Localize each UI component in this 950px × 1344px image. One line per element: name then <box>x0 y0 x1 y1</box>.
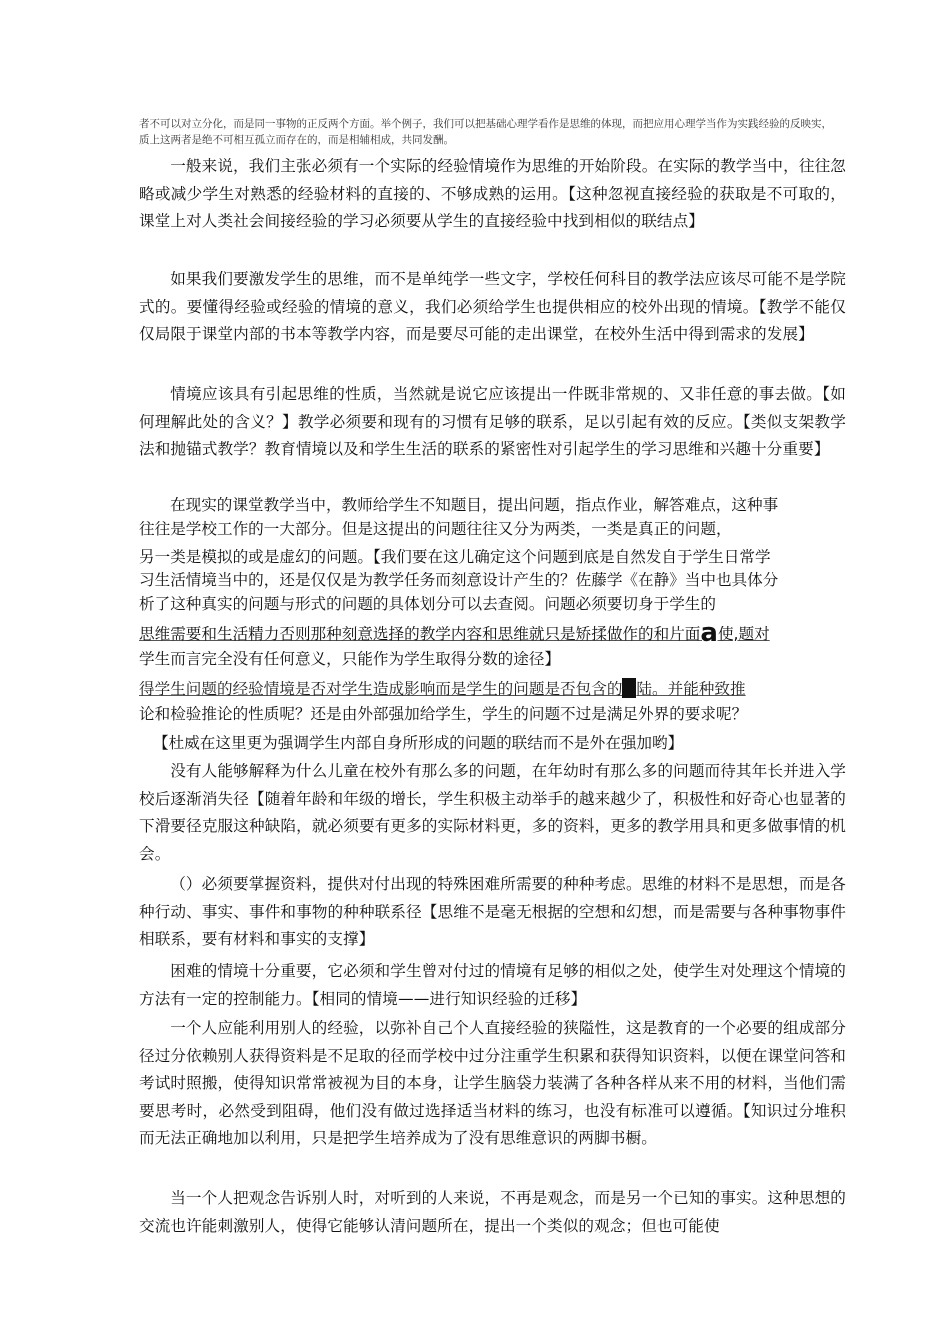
paragraph-7: 困难的情境十分重要，它必须和学生曾对付过的情境有足够的相似之处，使学生对处理这个情境的方法有一定的控制能力。【相同的情境——进行知识经验的迁移】 <box>139 962 846 1008</box>
paragraph-8: 一个人应能利用别人的经验，以弥补自己个人直接经验的狭隘性，这是教育的一个必要的组成部分径过分依赖别人获得资料是不足取的径而学校中过分注重学生积累和获得知识资料，以便在课堂问答和考试时照搬，使得知识常常被视为目的本身，让学生脑袋力装满了各种各样从来不用的材料，当他们需要思考时，必然受到阻碍，他们没有做过选择适当材料的练习，也没有标准可以遵循。【知识过分堆积而无法正确地加以利用，只是把学生培养成为了没有思维意识的两脚书橱。 <box>139 1019 846 1147</box>
p4-line-9: 论和检验推论的性质呢？还是由外部强加给学生，学生的问题不过是满足外界的要求呢？ <box>139 705 748 723</box>
paragraph-1: 一般来说，我们主张必须有一个实际的经验情境作为思维的开始阶段。在实际的教学当中，往往忽略或减少学生对熟悉的经验材料的直接的、不够成熟的运用。【这种忽视直接经验的获取是不可取的，课堂上对人类社会间接经验的学习必须要从学生的直接经验中找到相似的联结点】 <box>139 157 846 230</box>
paragraph-3: 情境应该具有引起思维的性质，当然就是说它应该提出一件既非常规的、又非任意的事去做。【如何理解此处的含义？】教学必须要和现有的习惯有足够的联系，足以引起有效的反应。【类似支架教学法和抛锚式教学？教育情境以及和学生生活的联系的紧密性对引起学生的学习思维和兴趣十分重要】 <box>139 385 846 458</box>
p4-line-6-tail: 使,题对 <box>717 625 770 643</box>
p4-line-8-text: 得学生问题的经验情境是否对学生造成影响而是学生的问题是否包含的 <box>139 680 623 698</box>
p4-line-1: 在现实的课堂教学当中，教师给学生不知题目，提出问题，指点作业，解答难点，这种事 <box>170 496 779 514</box>
p4-line-6 <box>139 618 846 648</box>
p4-line-10: 【杜威在这里更为强调学生内部自身所形成的问题的联结而不是外在强加哟】 <box>153 734 684 752</box>
p4-line-8-tail: 陆。并能种致推 <box>636 680 746 698</box>
p4-line-6-text: 思维需要和生活精力否则那种刻意选择的教学内容和思维就只是矫揉做作的和片面 <box>139 625 701 643</box>
paragraph-6: （）必须要掌握资料，提供对付出现的特殊困难所需要的种种考虑。思维的材料不是思想，而是各种行动、事实、事件和事物的种种联系径【思维不是毫无根据的空想和幻想，而是需要与各种事物事件相联系，要有材料和事实的支撑】 <box>139 875 846 948</box>
p4-line-3: 另一类是模拟的或是虚幻的问题。【我们要在这儿确定这个问题到底是自然发自于学生日常学 <box>139 548 771 566</box>
paragraph-9: 当一个人把观念告诉别人时，对听到的人来说，不再是观念，而是另一个已知的事实。这种思想的交流也许能刺激别人，使得它能够认清问题所在，提出一个类似的观念；但也可能使 <box>139 1189 846 1235</box>
paragraph-2: 如果我们要激发学生的思维，而不是单纯学一些文字，学校任何科目的教学法应该尽可能不是学院式的。要懂得经验或经验的情境的意义，我们必须给学生也提供相应的校外出现的情境。【教学不能仅仅局限于课堂内部的书本等教学内容，而是要尽可能的走出课堂，在校外生活中得到需求的发展】 <box>139 270 846 343</box>
p4-line-7: 学生而言完全没有任何意义，只能作为学生取得分数的途径】 <box>139 650 561 668</box>
p4-line-2: 往往是学校工作的一大部分。但是这提出的问题往往又分为两类，一类是真正的问题， <box>139 520 732 538</box>
p4-large-a: a <box>700 618 718 648</box>
redaction-block <box>622 678 636 698</box>
p4-line-5: 析了这种真实的问题与形式的问题的具体划分可以去查阅。问题必须要切身于学生的 <box>139 595 716 613</box>
paragraph-5: 没有人能够解释为什么儿童在校外有那么多的问题，在年幼时有那么多的问题而待其年长并进入学校后逐渐消失径【随着年龄和年级的增长，学生积极主动举手的越来越少了，积极性和好奇心也显著的下滑要径克服这种缺陷，就必须要有更多的实际材料更，多的资料，更多的教学用具和更多做事情的机会。 <box>139 762 846 863</box>
header-note: 者不可以对立分化，而是同一事物的正反两个方面。举个例子，我们可以把基础心理学看作是思维的体现，而把应用心理学当作为实践经验的反映实，质上这两者是绝不可相互孤立而存在的，而是相辅相成，共同发酬。 <box>139 118 832 146</box>
p4-line-8 <box>139 678 846 700</box>
p4-line-4: 习生活情境当中的，还是仅仅是为教学任务而刻意设计产生的？佐藤学《在静》当中也具体分 <box>139 571 779 589</box>
